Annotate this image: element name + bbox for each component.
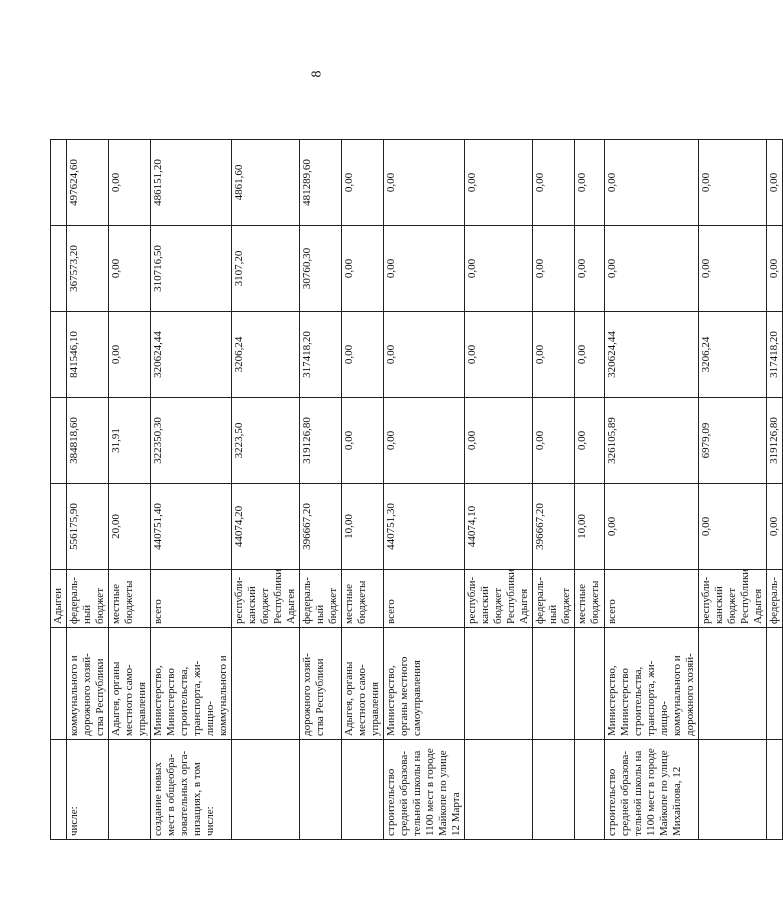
funding-source-cell: местные бюджеты [575, 570, 605, 628]
amount-cell: 396667,20 [300, 484, 342, 570]
amount-cell: 0,00 [109, 312, 151, 398]
event-name-cell: числе: [67, 740, 109, 840]
amount-cell: 320624,44 [151, 312, 232, 398]
amount-cell: 0,00 [465, 312, 533, 398]
table-row [605, 140, 699, 840]
funding-source-cell: всего [384, 570, 465, 628]
funding-source-cell: федераль- ный бюджет [533, 570, 575, 628]
amount-cell: 0,00 [533, 312, 575, 398]
amount-cell: 440751,30 [384, 484, 465, 570]
amount-cell [51, 484, 67, 570]
table-row [232, 140, 300, 840]
amount-cell: 3107,20 [232, 226, 300, 312]
amount-cell: 317418,20 [300, 312, 342, 398]
amount-cell: 3223,50 [232, 398, 300, 484]
amount-cell: 0,00 [533, 226, 575, 312]
amount-cell: 0,00 [767, 140, 783, 226]
amount-cell: 841546,10 [67, 312, 109, 398]
event-name-cell: строительство средней образова- тельной школы на 1100 мест в городе Майкопе по улице Михайлова, 12 [605, 740, 699, 840]
amount-cell: 486151,20 [151, 140, 232, 226]
table-row [767, 140, 783, 840]
table-row [51, 140, 67, 840]
amount-cell: 319126,80 [300, 398, 342, 484]
amount-cell: 20,00 [109, 484, 151, 570]
amount-cell: 0,00 [384, 140, 465, 226]
table-row [699, 140, 767, 840]
executor-cell [699, 628, 767, 740]
table-row [465, 140, 533, 840]
amount-cell: 0,00 [342, 398, 384, 484]
event-name-cell [232, 740, 300, 840]
amount-cell: 44074,10 [465, 484, 533, 570]
amount-cell: 310716,50 [151, 226, 232, 312]
amount-cell: 481289,60 [300, 140, 342, 226]
amount-cell: 0,00 [465, 398, 533, 484]
amount-cell: 0,00 [465, 226, 533, 312]
event-name-cell [699, 740, 767, 840]
executor-cell: дорожного хозяй- ства Республики [300, 628, 342, 740]
table-row [300, 140, 342, 840]
event-name-cell [300, 740, 342, 840]
executor-cell: Министерство, органы местного самоуправления [384, 628, 465, 740]
table-row [342, 140, 384, 840]
table-row [151, 140, 232, 840]
amount-cell: 0,00 [533, 398, 575, 484]
amount-cell [51, 226, 67, 312]
amount-cell: 0,00 [699, 140, 767, 226]
amount-cell: 44074,20 [232, 484, 300, 570]
amount-cell: 6979,09 [699, 398, 767, 484]
amount-cell: 0,00 [342, 312, 384, 398]
amount-cell: 396667,20 [533, 484, 575, 570]
page-number: 8 [309, 70, 325, 78]
executor-cell [767, 628, 783, 740]
executor-cell: Адыгея, органы местного само- управления [342, 628, 384, 740]
event-name-cell [465, 740, 533, 840]
amount-cell: 0,00 [384, 312, 465, 398]
executor-cell [51, 628, 67, 740]
amount-cell: 0,00 [605, 140, 699, 226]
executor-cell [465, 628, 533, 740]
amount-cell: 322350,30 [151, 398, 232, 484]
funding-source-cell: местные бюджеты [109, 570, 151, 628]
amount-cell: 317418,20 [767, 312, 783, 398]
executor-cell [533, 628, 575, 740]
amount-cell: 384818,60 [67, 398, 109, 484]
amount-cell: 0,00 [699, 484, 767, 570]
amount-cell: 0,00 [384, 226, 465, 312]
amount-cell: 0,00 [605, 484, 699, 570]
rotated-table-container [50, 140, 780, 840]
funding-source-cell: республи- канский бюджет Республики Адыгея [699, 570, 767, 628]
table-row [384, 140, 465, 840]
event-name-cell [109, 740, 151, 840]
amount-cell: 497624,60 [67, 140, 109, 226]
executor-cell: Адыгея, органы местного само- управления [109, 628, 151, 740]
amount-cell: 10,00 [575, 484, 605, 570]
event-name-cell [51, 740, 67, 840]
amount-cell [51, 312, 67, 398]
funding-source-cell: всего [151, 570, 232, 628]
amount-cell: 0,00 [109, 140, 151, 226]
event-name-cell: строительство средней образова- тельной школы на 1100 мест в городе Майкопе по улице 12 Марта [384, 740, 465, 840]
budget-table [50, 139, 783, 840]
event-name-cell [533, 740, 575, 840]
amount-cell: 0,00 [575, 398, 605, 484]
amount-cell: 0,00 [109, 226, 151, 312]
funding-source-cell: федераль- ный бюджет [67, 570, 109, 628]
amount-cell: 3206,24 [699, 312, 767, 398]
amount-cell: 0,00 [575, 140, 605, 226]
funding-source-cell: федераль- ный бюджет [300, 570, 342, 628]
amount-cell: 0,00 [767, 484, 783, 570]
amount-cell: 10,00 [342, 484, 384, 570]
amount-cell: 4861,60 [232, 140, 300, 226]
executor-cell: Министерство, Министерство строительства, транспорта, жи- лищно- коммунального и дорожного хозяй- [605, 628, 699, 740]
event-name-cell [767, 740, 783, 840]
amount-cell: 30760,30 [300, 226, 342, 312]
table-row [109, 140, 151, 840]
amount-cell: 0,00 [575, 226, 605, 312]
funding-source-cell: республи- канский бюджет Республики Адыгея [232, 570, 300, 628]
event-name-cell [575, 740, 605, 840]
event-name-cell [342, 740, 384, 840]
amount-cell: 31,91 [109, 398, 151, 484]
table-row [575, 140, 605, 840]
funding-source-cell: федераль- [767, 570, 783, 628]
amount-cell: 326105,89 [605, 398, 699, 484]
amount-cell [51, 398, 67, 484]
funding-source-cell: республи- канский бюджет Республики Адыгея [465, 570, 533, 628]
executor-cell: Министерство, Министерство строительства, транспорта, жи- лищно- коммунального и [151, 628, 232, 740]
amount-cell: 0,00 [384, 398, 465, 484]
table-row [67, 140, 109, 840]
funding-source-cell: Адыгеи [51, 570, 67, 628]
amount-cell: 319126,80 [767, 398, 783, 484]
funding-source-cell: всего [605, 570, 699, 628]
amount-cell: 0,00 [465, 140, 533, 226]
amount-cell: 367573,20 [67, 226, 109, 312]
amount-cell: 556175,90 [67, 484, 109, 570]
table-row [533, 140, 575, 840]
amount-cell: 3206,24 [232, 312, 300, 398]
funding-source-cell: местные бюджеты [342, 570, 384, 628]
executor-cell [232, 628, 300, 740]
amount-cell: 0,00 [342, 226, 384, 312]
amount-cell: 0,00 [342, 140, 384, 226]
amount-cell: 0,00 [767, 226, 783, 312]
amount-cell: 0,00 [575, 312, 605, 398]
amount-cell: 0,00 [533, 140, 575, 226]
amount-cell: 0,00 [605, 226, 699, 312]
executor-cell: коммунального и дорожного хозяй- ства Республики [67, 628, 109, 740]
event-name-cell: создание новых мест в общеобра- зовательных орга- низациях, в том числе: [151, 740, 232, 840]
amount-cell: 320624,44 [605, 312, 699, 398]
executor-cell [575, 628, 605, 740]
amount-cell: 0,00 [699, 226, 767, 312]
amount-cell [51, 140, 67, 226]
amount-cell: 440751,40 [151, 484, 232, 570]
